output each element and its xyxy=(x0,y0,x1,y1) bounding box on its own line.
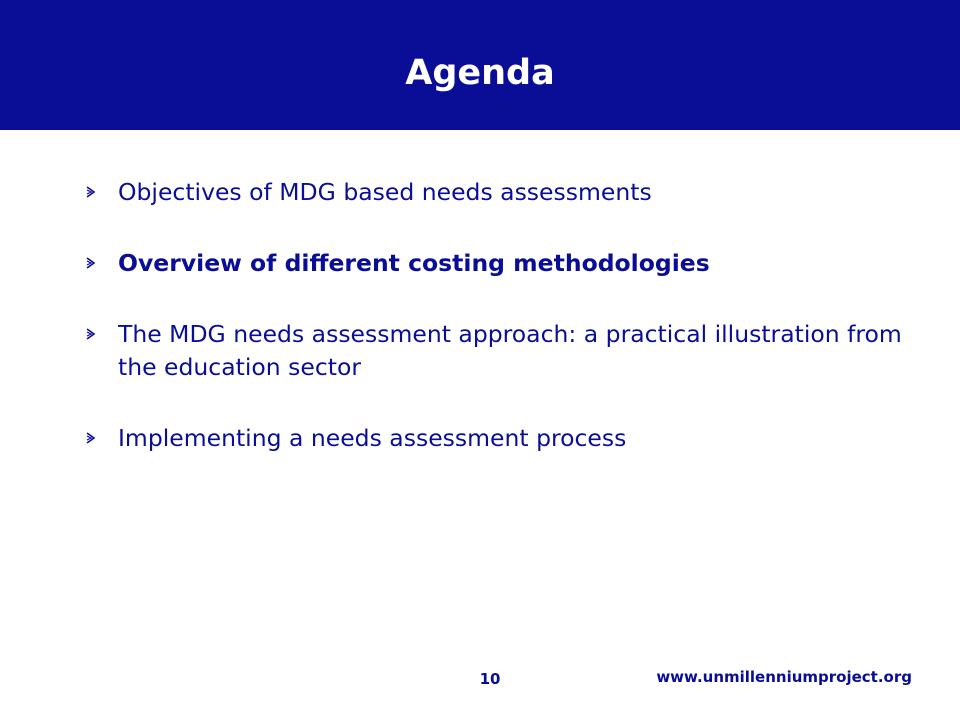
agenda-item xyxy=(84,176,904,209)
agenda-item-label: Implementing a needs assessment process xyxy=(118,424,627,452)
agenda-list xyxy=(84,176,904,493)
agenda-item xyxy=(84,318,904,384)
agenda-item xyxy=(84,422,904,455)
arrow-bullet-icon xyxy=(84,185,98,199)
agenda-item xyxy=(84,247,904,280)
footer-url: www.unmillenniumproject.org xyxy=(656,668,912,686)
arrow-bullet-icon xyxy=(84,431,98,445)
arrow-bullet-icon xyxy=(84,327,98,341)
arrow-bullet-icon xyxy=(84,256,98,270)
agenda-item-label: Objectives of MDG based needs assessments xyxy=(118,178,652,206)
page-number: 10 xyxy=(479,670,501,688)
slide-title: Agenda xyxy=(405,53,555,93)
agenda-item-label: The MDG needs assessment approach: a practical illustration from the education sector xyxy=(118,320,902,381)
agenda-item-label: Overview of different costing methodologies xyxy=(118,249,710,277)
